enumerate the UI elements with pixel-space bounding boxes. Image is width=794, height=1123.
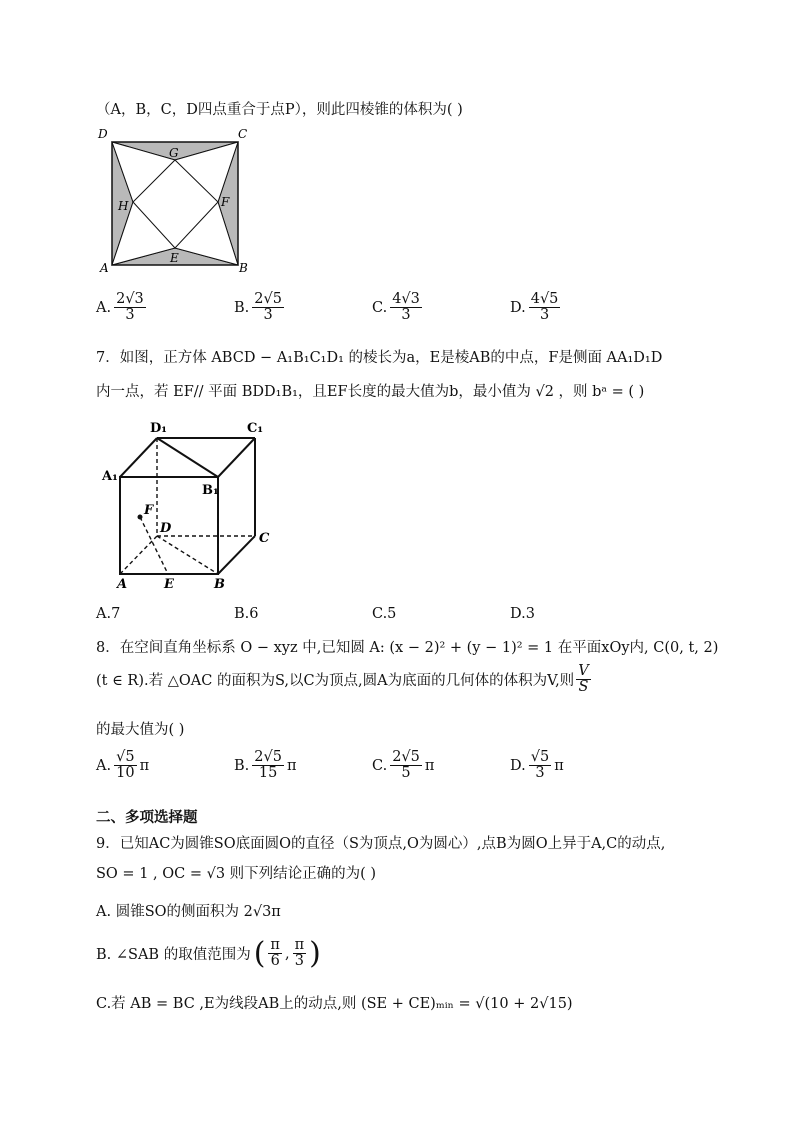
q6-label-E: E	[170, 251, 179, 265]
q6-label-G: G	[169, 146, 179, 160]
q6-option-b[interactable]: B. $\frac{2√5}{3}$	[234, 291, 282, 324]
q7-line1: 7．如图，正方体 ABCD − A₁B₁C₁D₁ 的棱长为a，E是棱AB的中点，F是侧面 AA₁D₁D	[96, 350, 663, 366]
q7-label-D1: D₁	[150, 421, 167, 436]
q9-line2: SO = 1 , OC = √3 则下列结论正确的为( )	[96, 866, 377, 882]
q6-label-A: A	[100, 261, 109, 275]
q8-line1: 8．在空间直角坐标系 O − xyz 中,已知圆 A: (x − 2)² + (y − 1)² = 1 在平面xOy内, C(0, t, 2)	[96, 640, 719, 656]
q7-label-E: E	[164, 577, 174, 592]
q7-option-b[interactable]: B.6	[234, 606, 259, 622]
q7-label-B: B	[214, 577, 225, 592]
q6-label-F: F	[221, 195, 230, 209]
q7-label-A: A	[117, 577, 128, 592]
q8-line2: (t ∈ R).若 △OAC 的面积为S,以C为顶点,圆A为底面的几何体的体积为V,则 $\frac{V}{S}$	[96, 663, 589, 696]
q7-label-D: D	[160, 521, 172, 536]
q7-label-C: C	[259, 531, 270, 546]
q6-label-D: D	[98, 127, 108, 141]
q7-label-B1: B₁	[202, 483, 219, 498]
q6-label-B: B	[239, 261, 248, 275]
q6-label-H: H	[118, 199, 129, 213]
q8-option-c[interactable]: C. $\frac{2√5}{5}$ π	[372, 749, 435, 782]
q6-stem: （A，B，C，D四点重合于点P），则此四棱锥的体积为( )	[96, 102, 463, 118]
section-heading-multiple-choice: 二、多项选择题	[96, 810, 198, 826]
q6-label-C: C	[238, 127, 248, 141]
q6-option-a[interactable]: A. $\frac{2√3}{3}$	[96, 291, 144, 324]
q8-option-a[interactable]: A. $\frac{√5}{10}$ π	[96, 749, 150, 782]
q7-label-C1: C₁	[247, 421, 264, 436]
q8-option-b[interactable]: B. $\frac{2√5}{15}$ π	[234, 749, 297, 782]
q7-label-A1: A₁	[102, 469, 118, 484]
q9-option-c[interactable]: C.若 AB = BC ,E为线段AB上的动点,则 (SE + CE)ₘᵢₙ = √(10 + 2√15)	[96, 996, 573, 1012]
q9-line1: 9．已知AC为圆锥SO底面圆O的直径（S为顶点,O为圆心）,点B为圆O上异于A,C的动点,	[96, 836, 666, 852]
q7-option-d[interactable]: D.3	[510, 606, 535, 622]
q7-label-F: F	[144, 503, 154, 518]
q9-option-b[interactable]: B. ∠SAB 的取值范围为 ( $\frac{\pi}{6}$ , $\frac{\pi}{3}$ )	[96, 936, 321, 971]
q7-point-F	[138, 515, 143, 520]
q7-cube-figure	[100, 414, 280, 594]
q7-line2: 内一点，若 EF// 平面 BDD₁B₁，且EF长度的最大值为b，最小值为 √2 ，则 bᵃ = ( )	[96, 384, 645, 400]
q9-option-a[interactable]: A. 圆锥SO的侧面积为 2√3π	[96, 904, 281, 920]
q8-line3: 的最大值为( )	[96, 722, 185, 738]
q7-option-c[interactable]: C.5	[372, 606, 397, 622]
q6-option-d[interactable]: D. $\frac{4√5}{3}$	[510, 291, 559, 324]
q8-option-d[interactable]: D. $\frac{√5}{3}$ π	[510, 749, 564, 782]
q6-square-figure	[96, 122, 256, 282]
q7-option-a[interactable]: A.7	[96, 606, 121, 622]
q6-option-c[interactable]: C. $\frac{4√3}{3}$	[372, 291, 420, 324]
